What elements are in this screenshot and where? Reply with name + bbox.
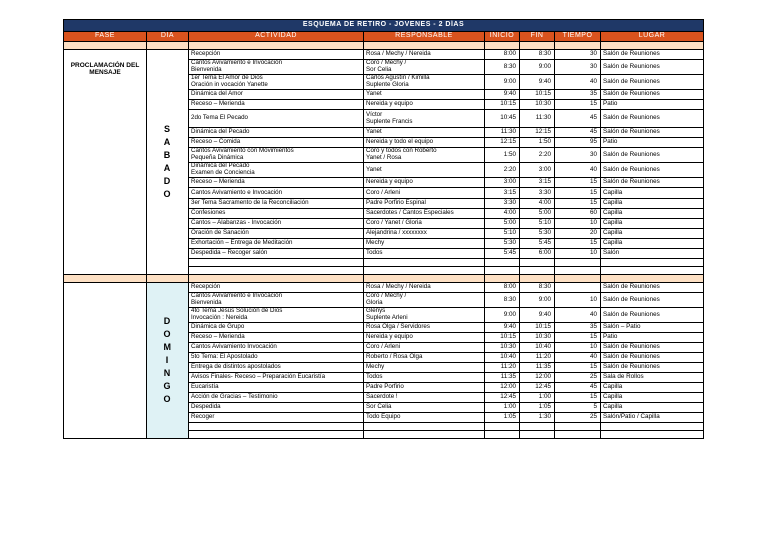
end-time-cell: 1:00 [520, 393, 555, 403]
duration-cell: 40 [555, 75, 601, 90]
responsible-cell: Coro / Yanet / Gloria [364, 219, 485, 229]
start-time-cell: 10:30 [485, 343, 520, 353]
responsible-cell: Mechy [364, 239, 485, 249]
activity-cell: Receso – Merienda [189, 333, 364, 343]
schedule-sheet [63, 19, 703, 439]
place-cell: Salón de Reuniones [601, 148, 704, 163]
responsible-cell: Yanet [364, 90, 485, 100]
duration-cell: 95 [555, 138, 601, 148]
header-tiempo: TIEMPO [555, 32, 601, 42]
activity-cell: Receso – Merienda [189, 178, 364, 188]
domingo-row [64, 283, 704, 293]
start-time-cell: 11:20 [485, 363, 520, 373]
place-cell: Capilla [601, 403, 704, 413]
end-time-cell: 8:30 [520, 283, 555, 293]
day-label-text: DOMINGO [163, 316, 172, 404]
place-cell: Capilla [601, 199, 704, 209]
place-cell: Capilla [601, 383, 704, 393]
place-cell: Salón de Reuniones [601, 60, 704, 75]
responsible-cell: Roberto / Rosa Olga [364, 353, 485, 363]
place-cell: Capilla [601, 393, 704, 403]
duration-cell: 15 [555, 333, 601, 343]
end-time-cell: 12:00 [520, 373, 555, 383]
responsible-cell: Rosa Olga / Servidores [364, 323, 485, 333]
place-cell: Salón/Patio / Capilla [601, 413, 704, 423]
responsible-cell: Coro / Mechy / Sor Celia [364, 60, 485, 75]
duration-cell: 15 [555, 199, 601, 209]
responsible-cell: Nereida y equipo [364, 333, 485, 343]
end-time-cell: 4:00 [520, 199, 555, 209]
responsible-cell: Todos [364, 373, 485, 383]
responsible-cell: Coro / Arleni [364, 343, 485, 353]
duration-cell: 40 [555, 163, 601, 178]
start-time-cell: 11:30 [485, 128, 520, 138]
responsible-cell: Todos [364, 249, 485, 259]
duration-cell: 15 [555, 178, 601, 188]
start-time-cell: 1:00 [485, 403, 520, 413]
start-time-cell: 9:40 [485, 323, 520, 333]
responsible-cell: Carlos Agustín / Kimilla Suplente Gloria [364, 75, 485, 90]
place-cell: Salón de Reuniones [601, 293, 704, 308]
day-label-sabado [147, 50, 189, 275]
duration-cell: 45 [555, 110, 601, 128]
end-time-cell: 12:15 [520, 128, 555, 138]
responsible-cell: Coro / Mechy / Gloria [364, 293, 485, 308]
responsible-cell: Coro / Arleni [364, 188, 485, 199]
duration-cell: 45 [555, 128, 601, 138]
responsible-cell: Nereida y equipo [364, 178, 485, 188]
place-cell: Salón de Reuniones [601, 283, 704, 293]
start-time-cell: 8:30 [485, 60, 520, 75]
responsible-cell: Padre Porfirio [364, 383, 485, 393]
responsible-cell: Yanet [364, 128, 485, 138]
end-time-cell: 9:40 [520, 75, 555, 90]
start-time-cell: 1:50 [485, 148, 520, 163]
end-time-cell: 3:30 [520, 188, 555, 199]
activity-cell: Cantos – Alabanzas - Invocación [189, 219, 364, 229]
place-cell: Capilla [601, 209, 704, 219]
start-time-cell: 4:00 [485, 209, 520, 219]
end-time-cell: 1:05 [520, 403, 555, 413]
start-time-cell: 8:00 [485, 283, 520, 293]
day-label-domingo [147, 283, 189, 439]
activity-cell: Exhortación – Entrega de Meditación [189, 239, 364, 249]
responsible-cell: Sor Celia [364, 403, 485, 413]
start-time-cell: 1:05 [485, 413, 520, 423]
fase-cell [64, 50, 147, 275]
end-time-cell: 9:00 [520, 60, 555, 75]
duration-cell: 60 [555, 209, 601, 219]
activity-cell: Receso – Merienda [189, 100, 364, 110]
responsible-cell: Sacerdotes / Cantos Especiales [364, 209, 485, 219]
start-time-cell: 3:00 [485, 178, 520, 188]
end-time-cell: 12:45 [520, 383, 555, 393]
activity-cell: Receso – Comida [189, 138, 364, 148]
start-time-cell: 5:00 [485, 219, 520, 229]
place-cell: Salón de Reuniones [601, 90, 704, 100]
duration-cell: 30 [555, 60, 601, 75]
duration-cell: 30 [555, 148, 601, 163]
schedule-table [63, 19, 704, 439]
duration-cell: 15 [555, 393, 601, 403]
end-time-cell: 9:00 [520, 293, 555, 308]
start-time-cell: 9:00 [485, 75, 520, 90]
activity-cell: Despedida [189, 403, 364, 413]
place-cell: Capilla [601, 188, 704, 199]
duration-cell: 10 [555, 219, 601, 229]
header-lugar: LUGAR [601, 32, 704, 42]
duration-cell [555, 283, 601, 293]
header-fase: FASE [64, 32, 147, 42]
place-cell: Salón de Reuniones [601, 178, 704, 188]
start-time-cell: 9:00 [485, 308, 520, 323]
start-time-cell: 8:00 [485, 50, 520, 60]
responsible-cell: Coro y todos con Roberto Yanet / Rosa [364, 148, 485, 163]
end-time-cell: 5:45 [520, 239, 555, 249]
place-cell: Capilla [601, 219, 704, 229]
place-cell: Salón de Reuniones [601, 128, 704, 138]
place-cell: Salón de Reuniones [601, 308, 704, 323]
header-fin: FIN [520, 32, 555, 42]
start-time-cell: 10:40 [485, 353, 520, 363]
duration-cell: 25 [555, 373, 601, 383]
place-cell: Patio [601, 138, 704, 148]
duration-cell: 15 [555, 188, 601, 199]
duration-cell: 40 [555, 353, 601, 363]
activity-cell: Cantos Avivamiento e Invocación Bienvenida [189, 293, 364, 308]
activity-cell: 3er Tema Sacramento de la Reconciliación [189, 199, 364, 209]
duration-cell: 15 [555, 100, 601, 110]
end-time-cell: 5:30 [520, 229, 555, 239]
activity-cell: Oración de Sanación [189, 229, 364, 239]
duration-cell: 30 [555, 50, 601, 60]
place-cell: Salón de Reuniones [601, 343, 704, 353]
activity-cell: 4to Tema Jesús Solución de Dios Invocación : Nereida [189, 308, 364, 323]
responsible-cell: Yanet [364, 163, 485, 178]
place-cell: Salón de Reuniones [601, 163, 704, 178]
duration-cell: 25 [555, 413, 601, 423]
separator-row [64, 42, 704, 50]
responsible-cell: Nereida y todo el equipo [364, 138, 485, 148]
end-time-cell: 11:30 [520, 110, 555, 128]
responsible-cell: Alejandrina / xxxxxxxx [364, 229, 485, 239]
start-time-cell: 3:30 [485, 199, 520, 209]
activity-cell: Acción de Gracias – Testimonio [189, 393, 364, 403]
end-time-cell: 10:30 [520, 333, 555, 343]
activity-cell: Eucaristía [189, 383, 364, 393]
end-time-cell: 10:15 [520, 323, 555, 333]
responsible-cell: Mechy [364, 363, 485, 373]
header-row [64, 32, 704, 42]
activity-cell: Avisos Finales- Receso – Preparación Eucaristía [189, 373, 364, 383]
place-cell: Salón de Reuniones [601, 110, 704, 128]
place-cell: Sala de Rollos [601, 373, 704, 383]
place-cell: Capilla [601, 229, 704, 239]
header-responsable: RESPONSABLE [364, 32, 485, 42]
duration-cell: 20 [555, 229, 601, 239]
responsible-cell: Víctor Suplente Francis [364, 110, 485, 128]
sabado-row [64, 50, 704, 60]
place-cell: Patio [601, 333, 704, 343]
end-time-cell: 10:30 [520, 100, 555, 110]
place-cell: Salón de Reuniones [601, 50, 704, 60]
activity-cell: Confesiones [189, 209, 364, 219]
start-time-cell: 5:30 [485, 239, 520, 249]
responsible-cell: Padre Porfirio Espinal [364, 199, 485, 209]
end-time-cell: 6:00 [520, 249, 555, 259]
duration-cell: 15 [555, 239, 601, 249]
end-time-cell: 3:15 [520, 178, 555, 188]
header-inicio: INICIO [485, 32, 520, 42]
activity-cell: Cantos Avivamiento con Movimientos Pequeña Dinámica [189, 148, 364, 163]
place-cell: Patio [601, 100, 704, 110]
place-cell: Salón de Reuniones [601, 353, 704, 363]
start-time-cell: 12:00 [485, 383, 520, 393]
separator-row [64, 275, 704, 283]
fase-cell [64, 283, 147, 439]
duration-cell: 35 [555, 323, 601, 333]
responsible-cell: Glenys Suplente Arleni [364, 308, 485, 323]
end-time-cell: 2:20 [520, 148, 555, 163]
activity-cell: Dinámica del Pecado Examen de Conciencia [189, 163, 364, 178]
activity-cell: 1er Tema El Amor de Dios Oración in vocación Yanette [189, 75, 364, 90]
end-time-cell: 10:40 [520, 343, 555, 353]
duration-cell: 15 [555, 363, 601, 373]
start-time-cell: 10:45 [485, 110, 520, 128]
end-time-cell: 3:00 [520, 163, 555, 178]
start-time-cell: 9:40 [485, 90, 520, 100]
duration-cell: 5 [555, 403, 601, 413]
responsible-cell: Rosa / Mechy / Nereida [364, 283, 485, 293]
activity-cell: Dinámica del Amor [189, 90, 364, 100]
start-time-cell: 5:45 [485, 249, 520, 259]
duration-cell: 10 [555, 343, 601, 353]
activity-cell: 2do Tema El Pecado [189, 110, 364, 128]
responsible-cell: Todo Equipo [364, 413, 485, 423]
end-time-cell: 1:50 [520, 138, 555, 148]
duration-cell: 35 [555, 90, 601, 100]
responsible-cell: Nereida y equipo [364, 100, 485, 110]
title-row [64, 20, 704, 32]
end-time-cell: 5:10 [520, 219, 555, 229]
header-actividad: ACTIVIDAD [189, 32, 364, 42]
end-time-cell: 9:40 [520, 308, 555, 323]
activity-cell: Cantos Avivamiento e Invocación [189, 188, 364, 199]
start-time-cell: 12:45 [485, 393, 520, 403]
duration-cell: 10 [555, 249, 601, 259]
day-label-text: SABADO [163, 124, 172, 199]
start-time-cell: 11:35 [485, 373, 520, 383]
end-time-cell: 11:35 [520, 363, 555, 373]
start-time-cell: 10:15 [485, 333, 520, 343]
responsible-cell: Rosa / Mechy / Nereida [364, 50, 485, 60]
activity-cell: 5to Tema: El Apostolado [189, 353, 364, 363]
activity-cell: Dinámica de Grupo [189, 323, 364, 333]
fase-label: PROCLAMACIÓN DEL MENSAJE [70, 62, 140, 76]
duration-cell: 10 [555, 293, 601, 308]
end-time-cell: 11:20 [520, 353, 555, 363]
start-time-cell: 8:30 [485, 293, 520, 308]
place-cell: Salón de Reuniones [601, 75, 704, 90]
start-time-cell: 5:10 [485, 229, 520, 239]
start-time-cell: 10:15 [485, 100, 520, 110]
activity-cell: Dinámica del Pecado [189, 128, 364, 138]
start-time-cell: 3:15 [485, 188, 520, 199]
place-cell: Salón de Reuniones [601, 363, 704, 373]
end-time-cell: 1:30 [520, 413, 555, 423]
end-time-cell: 10:15 [520, 90, 555, 100]
start-time-cell: 2:20 [485, 163, 520, 178]
end-time-cell: 8:30 [520, 50, 555, 60]
activity-cell: Cantos Avivamiento e Invocación Bienvenida [189, 60, 364, 75]
end-time-cell: 5:00 [520, 209, 555, 219]
duration-cell: 45 [555, 383, 601, 393]
activity-cell: Despedida – Recoger salón [189, 249, 364, 259]
header-dia: DIA [147, 32, 189, 42]
start-time-cell: 12:15 [485, 138, 520, 148]
activity-cell: Recepción [189, 50, 364, 60]
place-cell: Capilla [601, 239, 704, 249]
place-cell: Salón [601, 249, 704, 259]
sheet-title: ESQUEMA DE RETIRO - JOVENES - 2 DÍAS [64, 20, 704, 32]
responsible-cell: Sacerdote ! [364, 393, 485, 403]
activity-cell: Entrega de distintos apostolados [189, 363, 364, 373]
duration-cell: 40 [555, 308, 601, 323]
place-cell: Salón – Patio [601, 323, 704, 333]
activity-cell: Recoger [189, 413, 364, 423]
activity-cell: Recepción [189, 283, 364, 293]
activity-cell: Cantos Avivamiento Invocación [189, 343, 364, 353]
